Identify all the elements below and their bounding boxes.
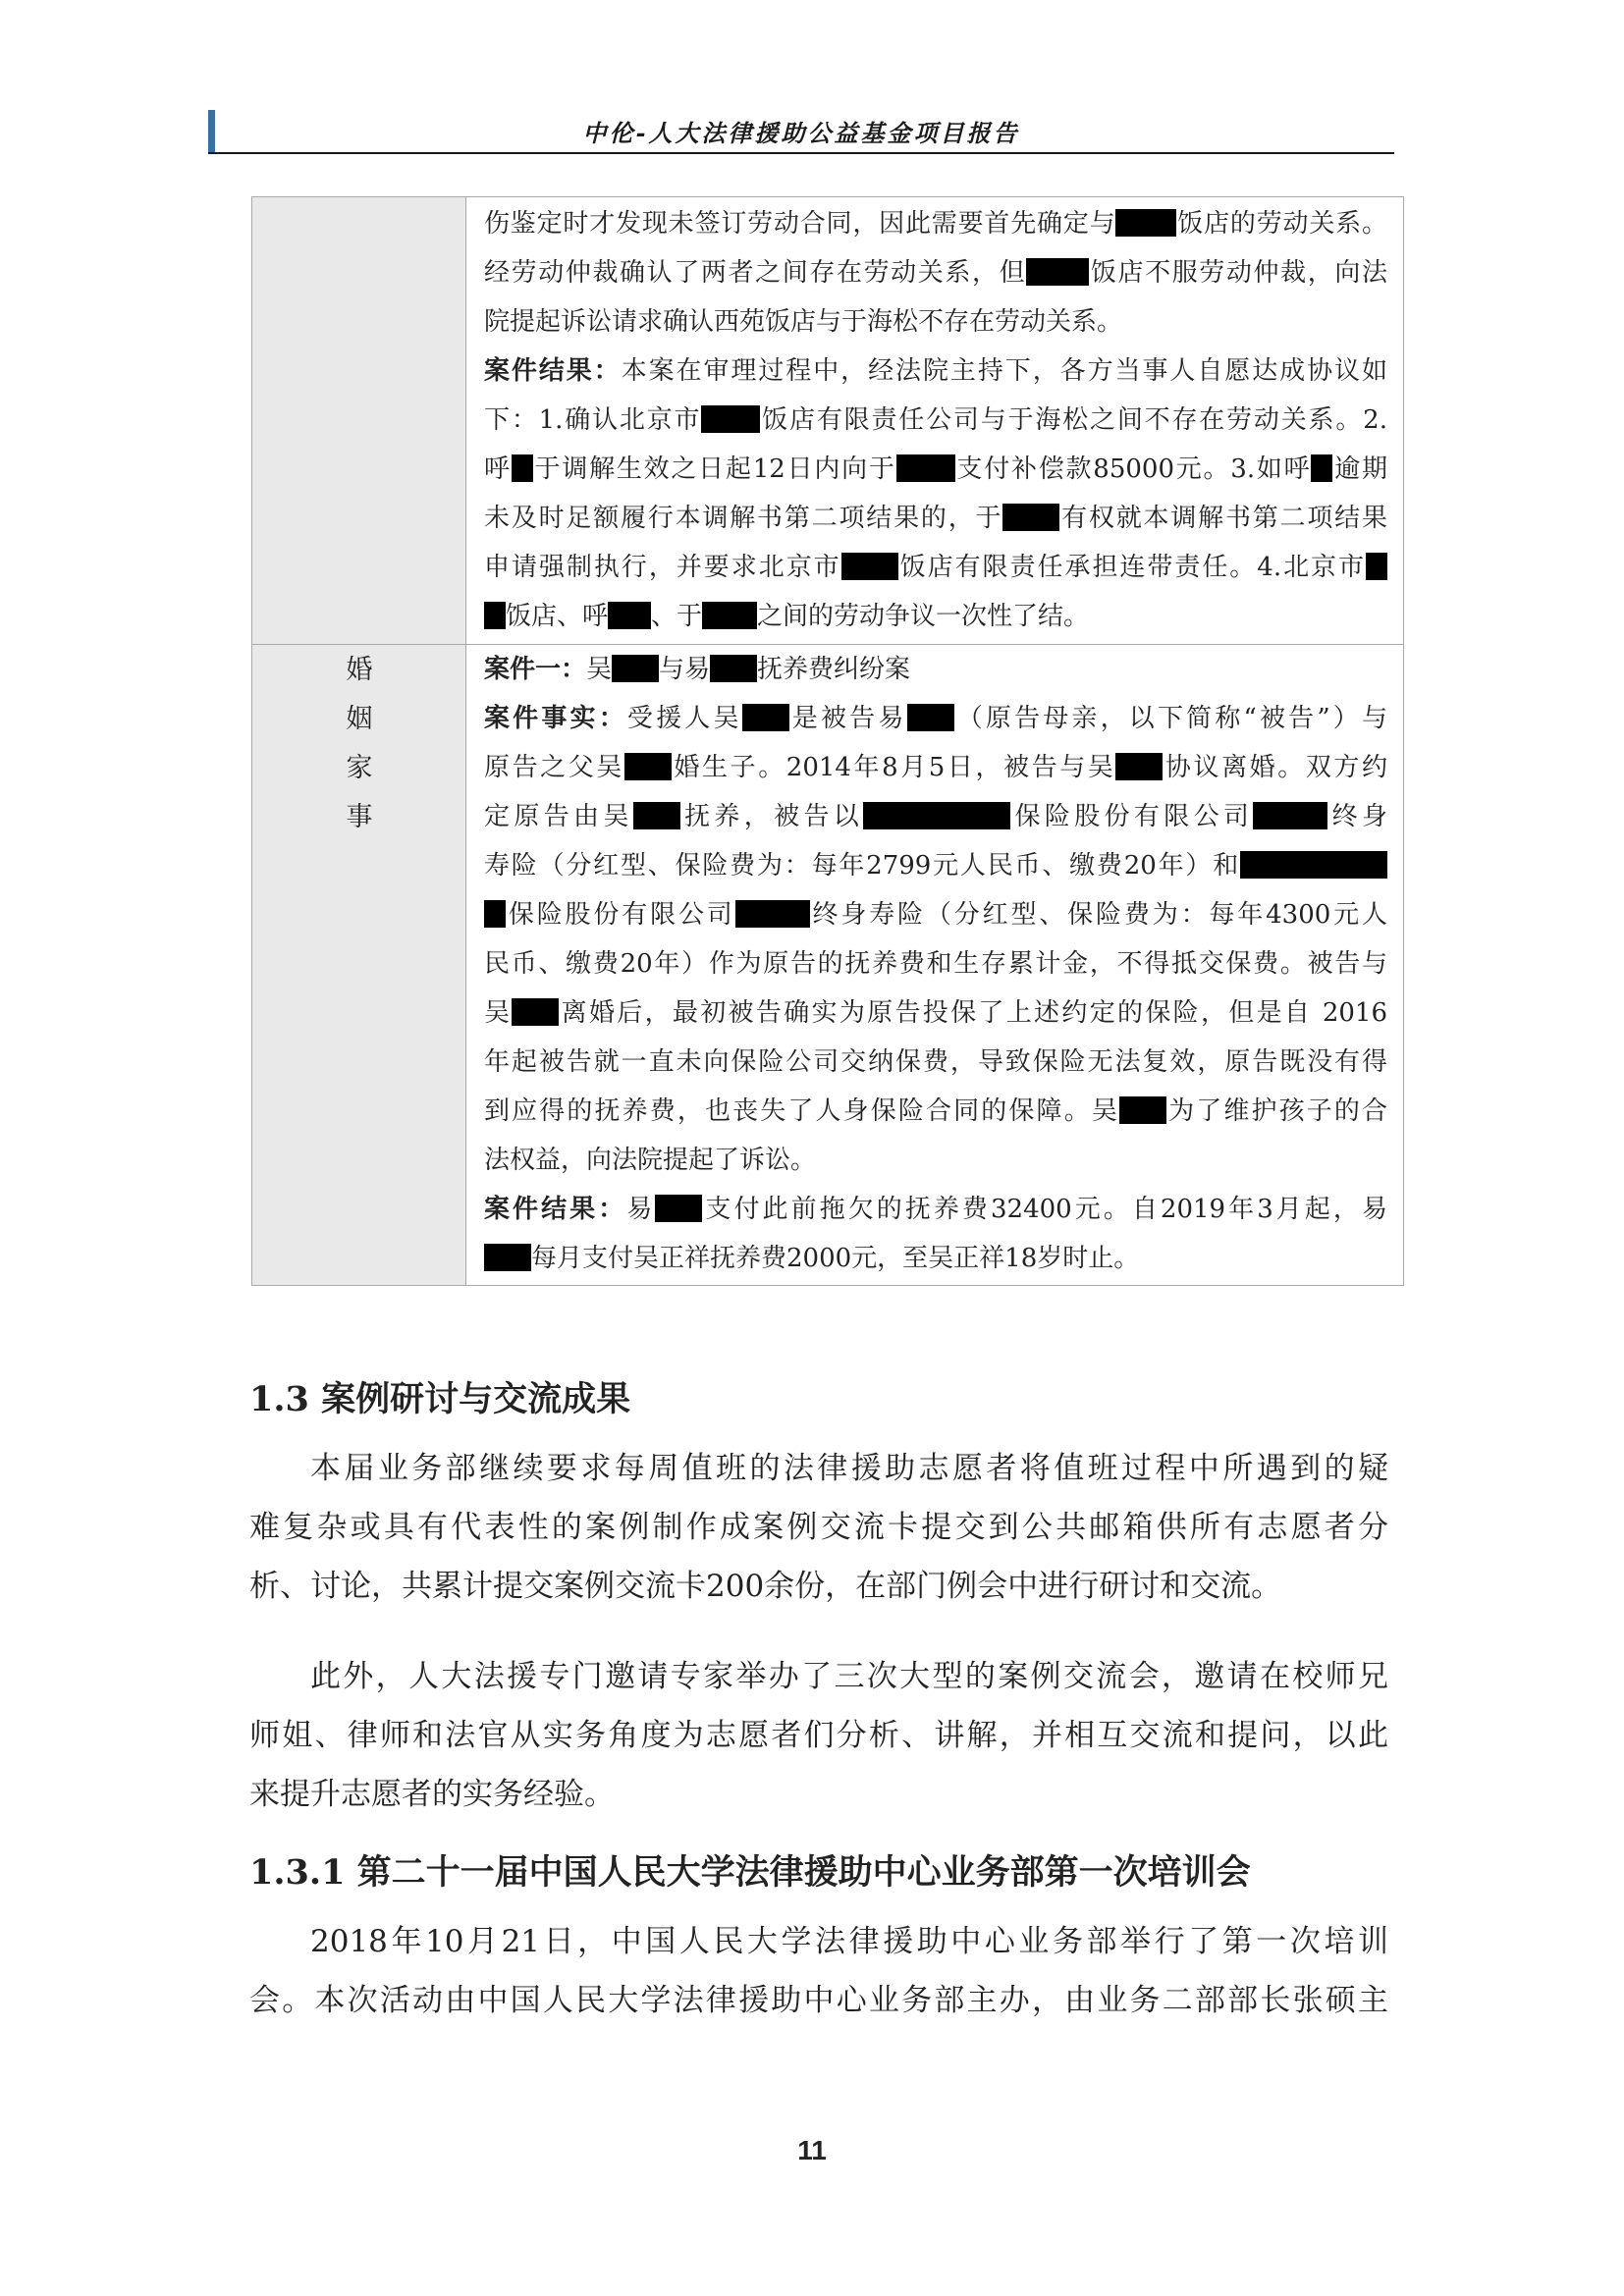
labor-case-cell	[484, 199, 1387, 641]
text-line: 保险股份有限公司 终身寿险（分红型、保险费为：每年4300元人	[484, 890, 1387, 939]
text-line: 年起被告就一直未向保险公司交纳保费，导致保险无法复效，原告既没有得	[484, 1047, 1387, 1077]
section-1-3-1-paragraph	[249, 1912, 1388, 2030]
paragraph-line: 会。本次活动由中国人民大学法律援助中心业务部主办，由业务二部部长张硕主	[249, 1983, 1388, 2018]
case-result-label: 案件结果：	[484, 1195, 627, 1224]
text-line: 未及时足额履行本调解书第二项结果的，于 有权就本调解书第二项结果	[484, 504, 1387, 533]
text-line: 定原告由吴 抚养，被告以 保险股份有限公司 终身	[484, 802, 1387, 831]
text-line: 案件结果：易 支付此前拖欠的抚养费32400元。自2019年3月起，易	[484, 1195, 1387, 1224]
text-line: 到应得的抚养费，也丧失了人身保险合同的保障。吴 为了维护孩子的合	[484, 1096, 1387, 1126]
text-line: 伤鉴定时才发现未签订劳动合同，因此需要首先确定与 饭店的劳动关系。	[484, 209, 1387, 239]
redaction-bar	[710, 655, 757, 682]
redaction-bar	[1115, 753, 1163, 780]
redaction-bar	[863, 802, 1010, 829]
section-heading-1-3: 1.3 案例研讨与交流成果	[249, 1379, 631, 1419]
paragraph-line: 2018年10月21日，中国人民大学法律援助中心业务部举行了第一次培训	[310, 1924, 1388, 1959]
category-char: 家	[346, 753, 373, 783]
redaction-bar	[1240, 851, 1387, 879]
text-line: 法权益，向法院提起了诉讼。	[484, 1146, 817, 1175]
paragraph-line: 难复杂或具有代表性的案例制作成案例交流卡提交到公共邮箱供所有志愿者分	[249, 1510, 1388, 1545]
case-table	[251, 196, 1404, 1286]
redaction-bar	[1253, 802, 1327, 829]
section-heading-1-3-1: 1.3.1 第二十一届中国人民大学法律援助中心业务部第一次培训会	[249, 1852, 1251, 1893]
paragraph-line: 本届业务部继续要求每周值班的法律援助志愿者将值班过程中所遇到的疑	[310, 1451, 1388, 1486]
redaction-bar	[701, 405, 760, 433]
redaction-bar	[1119, 1096, 1166, 1124]
family-case-cell	[484, 645, 1387, 1283]
text-line: 案件一：吴 与易 抚养费纠纷案	[484, 655, 911, 684]
redaction-bar	[655, 1195, 702, 1222]
section-1-3-paragraph-1	[249, 1439, 1388, 1616]
text-line: 下：1.确认北京市 饭店有限责任公司与于海松之间不存在劳动关系。2.	[484, 405, 1387, 435]
redaction-bar	[608, 602, 651, 629]
paragraph-line: 来提升志愿者的实务经验。	[249, 1777, 615, 1812]
page-header	[208, 110, 1394, 153]
text-line: 原告之父吴 婚生子。2014年8月5日，被告与吴 协议离婚。双方约	[484, 753, 1387, 782]
text-line: 呼 于调解生效之日起12日内向于 支付补偿款85000元。3.如呼 逾期	[484, 454, 1387, 484]
redaction-bar	[742, 704, 789, 731]
redaction-bar	[484, 900, 506, 928]
category-char: 姻	[346, 704, 373, 734]
case-title-label: 案件一：	[484, 655, 587, 684]
text-line: 饭店、呼 、于 之间的劳动争议一次性了结。	[484, 592, 1387, 641]
redaction-bar	[1002, 504, 1059, 531]
text-line: 案件事实：受援人吴 是被告易 （原告母亲，以下简称“被告”）与	[484, 704, 1387, 733]
redaction-bar	[1026, 258, 1089, 286]
category-marriage-family	[252, 644, 466, 842]
redaction-bar	[624, 753, 672, 780]
page-number: 11	[797, 2135, 827, 2165]
paragraph-line: 师姐、律师和法官从实务角度为志愿者们分析、讲解，并相互交流和提问，以此	[249, 1718, 1388, 1753]
text-line: 每月支付吴正祥抚养费2000元，至吴正祥18岁时止。	[484, 1234, 1387, 1283]
redaction-bar	[633, 802, 680, 829]
text-line: 民币、缴费20年）作为原告的抚养费和生存累计金，不得抵交保费。被告与	[484, 949, 1387, 979]
category-char: 婚	[346, 655, 373, 685]
redaction-bar	[841, 553, 898, 580]
case-facts-label: 案件事实：	[484, 704, 627, 733]
redaction-bar	[1311, 454, 1332, 482]
category-char: 事	[346, 802, 373, 832]
text-line: 院提起诉讼请求确认西苑饭店与于海松不存在劳动关系。	[484, 307, 1123, 337]
case-result-label: 案件结果：	[484, 356, 622, 386]
redaction-bar	[1115, 209, 1176, 237]
redaction-bar	[484, 1244, 531, 1271]
redaction-bar	[896, 454, 955, 482]
text-line: 案件结果：本案在审理过程中，经法院主持下，各方当事人自愿达成协议如	[484, 356, 1387, 386]
section-1-3-paragraph-2	[249, 1647, 1388, 1824]
paragraph-line: 析、讨论，共累计提交案例交流卡200余份，在部门例会中进行研讨和交流。	[249, 1569, 1282, 1604]
redaction-bar	[735, 900, 810, 928]
redaction-bar	[907, 704, 954, 731]
paragraph-line: 此外，人大法援专门邀请专家举办了三次大型的案例交流会，邀请在校师兄	[310, 1659, 1388, 1694]
redaction-bar	[612, 655, 659, 682]
redaction-bar	[512, 998, 559, 1026]
text-line: 经劳动仲裁确认了两者之间存在劳动关系，但 饭店不服劳动仲裁，向法	[484, 258, 1387, 288]
redaction-bar	[484, 602, 506, 629]
text-line: 寿险（分红型、保险费为：每年2799元人民币、缴费20年）和	[484, 841, 1387, 890]
text-line: 申请强制执行，并要求北京市 饭店有限责任承担连带责任。4.北京市	[484, 543, 1387, 592]
redaction-bar	[512, 454, 533, 482]
header-rule	[208, 152, 1394, 154]
redaction-bar	[702, 602, 757, 629]
redaction-bar	[1366, 553, 1387, 580]
text-line: 吴 离婚后，最初被告确实为原告投保了上述约定的保险，但是自 2016	[484, 998, 1387, 1028]
header-title: 中伦-人大法律援助公益基金项目报告	[582, 119, 1020, 147]
